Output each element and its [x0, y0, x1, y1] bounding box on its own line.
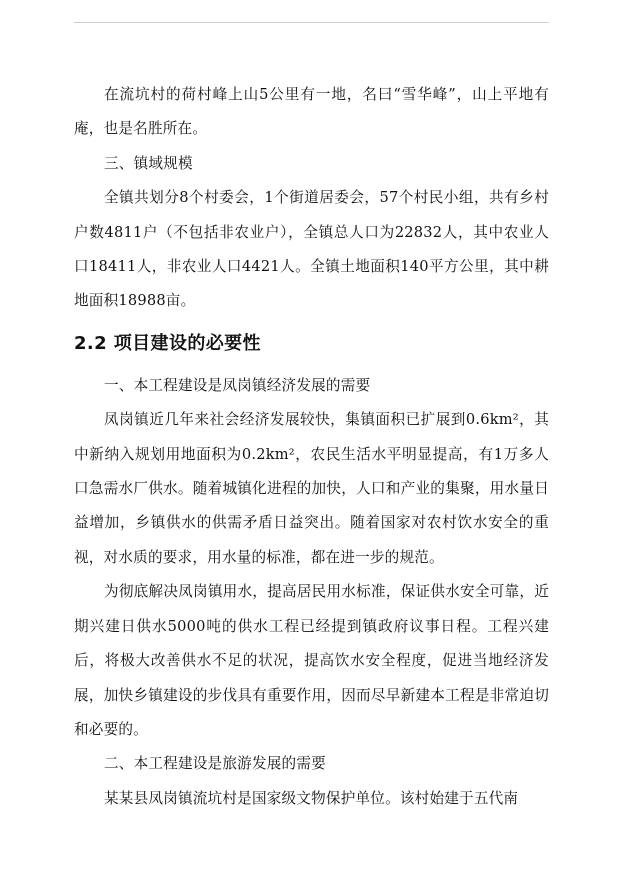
- header-divider: [74, 22, 549, 23]
- paragraph-water-supply-project: 为彻底解决凤岗镇用水，提高居民用水标准，保证供水安全可靠，近期兴建日供水5000吨的供水工程已经提到镇政府议事日程。工程兴建后，将极大改善供水不足的状况，提高饮水安全程度，促进当地经济发展，加快乡镇建设的步伐具有重要作用，因而尽早新建本工程是非常迫切和必要的。: [74, 583, 549, 738]
- subheading-economic-need: 一、本工程建设是凤岗镇经济发展的需要: [104, 376, 371, 394]
- document-body: [74, 78, 549, 816]
- paragraph-town-statistics: 全镇共划分8个村委会，1个街道居委会，57个村民小组，共有乡村户数4811户（不包括非农业户），全镇总人口为22832人，其中农业人口18411人，非农业人口4421人。全镇土地面积140平方公里，其中耕地面积18988亩。: [74, 189, 549, 310]
- paragraph-economic-development: 凤岗镇近几年来社会经济发展较快，集镇面积已扩展到0.6km²，其中新纳入规划用地面积为0.2km²，农民生活水平明显提高，有1万多人口急需水厂供水。随着城镇化进程的加快，人口和产业的集聚，用水量日益增加，乡镇供水的供需矛盾日益突出。随着国家对农村饮水安全的重视，对水质的要求，用水量的标准，都在进一步的规范。: [74, 411, 549, 566]
- subheading-town-scale: 三、镇域规模: [104, 154, 193, 172]
- section-heading: 2.2 项目建设的必要性: [74, 332, 261, 354]
- paragraph-liukeng-village: 某某县凤岗镇流坑村是国家级文物保护单位。该村始建于五代南: [104, 789, 519, 807]
- paragraph-xuehua-peak: 在流坑村的荷村峰上山5公里有一地，名曰“雪华峰”，山上平地有庵，也是名胜所在。: [74, 86, 549, 138]
- subheading-tourism-need: 二、本工程建设是旅游发展的需要: [104, 755, 326, 773]
